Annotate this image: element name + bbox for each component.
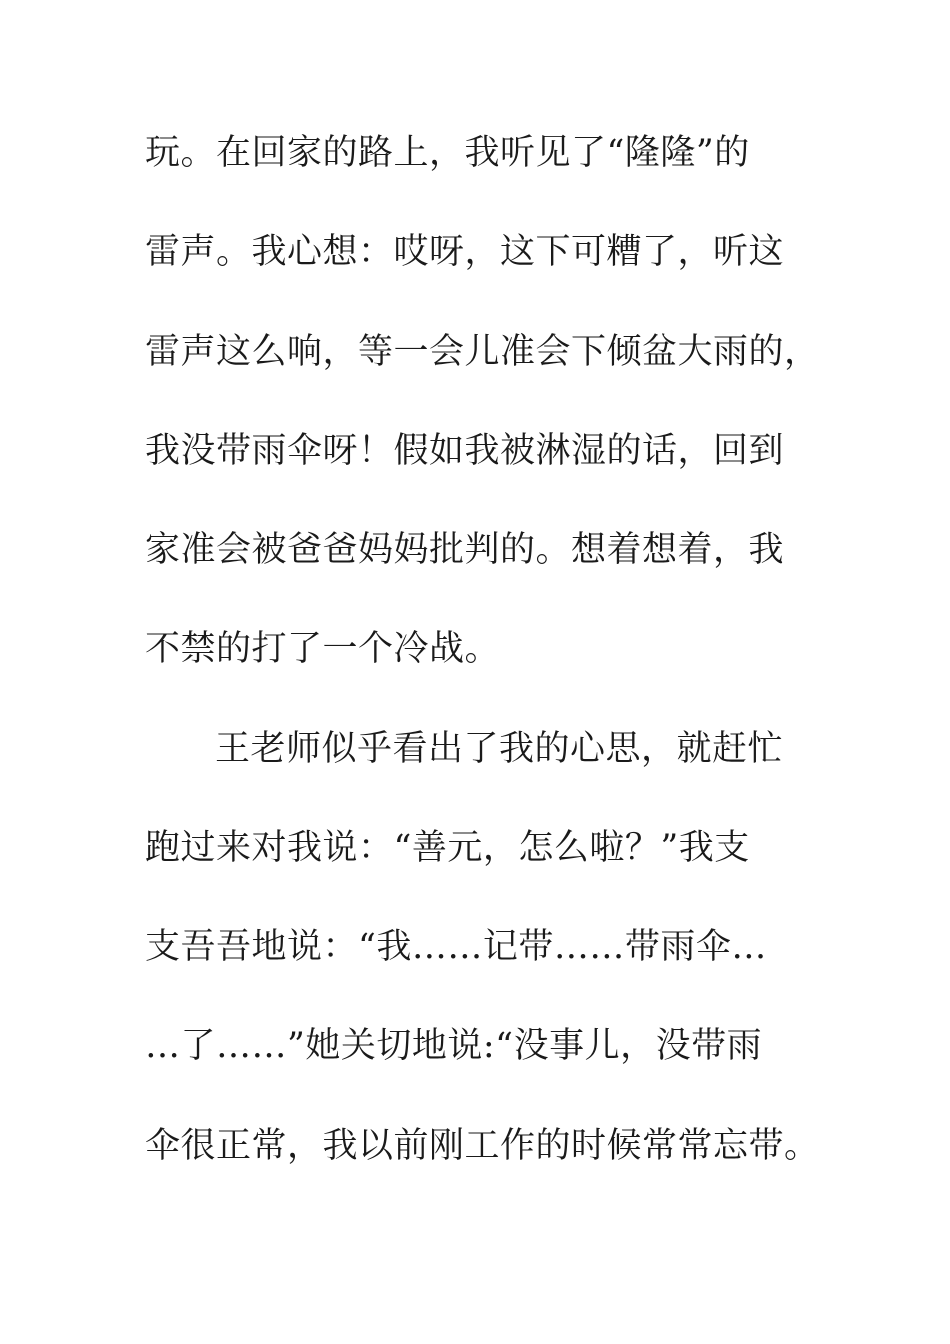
paragraph-line: 伞很正常，我以前刚工作的时候常常忘带。 [145, 1126, 820, 1166]
paragraph-line: 家准会被爸爸妈妈批判的。想着想着，我 [145, 530, 785, 570]
paragraph-line: 我没带雨伞呀！假如我被淋湿的话，回到 [145, 431, 785, 471]
paragraph-line: 支吾吾地说：“我……记带……带雨伞… [145, 927, 767, 967]
paragraph-line: 雷声这么响，等一会儿准会下倾盆大雨的， [145, 332, 820, 372]
paragraph-line: …了……”她关切地说:“没事儿，没带雨 [145, 1026, 763, 1066]
paragraph-line: 雷声。我心想：哎呀，这下可糟了，听这 [145, 232, 785, 272]
paragraph-first-line: 王老师似乎看出了我的心思，就赶忙 [215, 729, 784, 769]
paragraph-line: 玩。在回家的路上，我听见了“隆隆”的 [145, 133, 750, 173]
paragraph-line: 跑过来对我说：“善元，怎么啦？”我支 [145, 828, 750, 868]
paragraph-line: 不禁的打了一个冷战。 [145, 629, 501, 669]
